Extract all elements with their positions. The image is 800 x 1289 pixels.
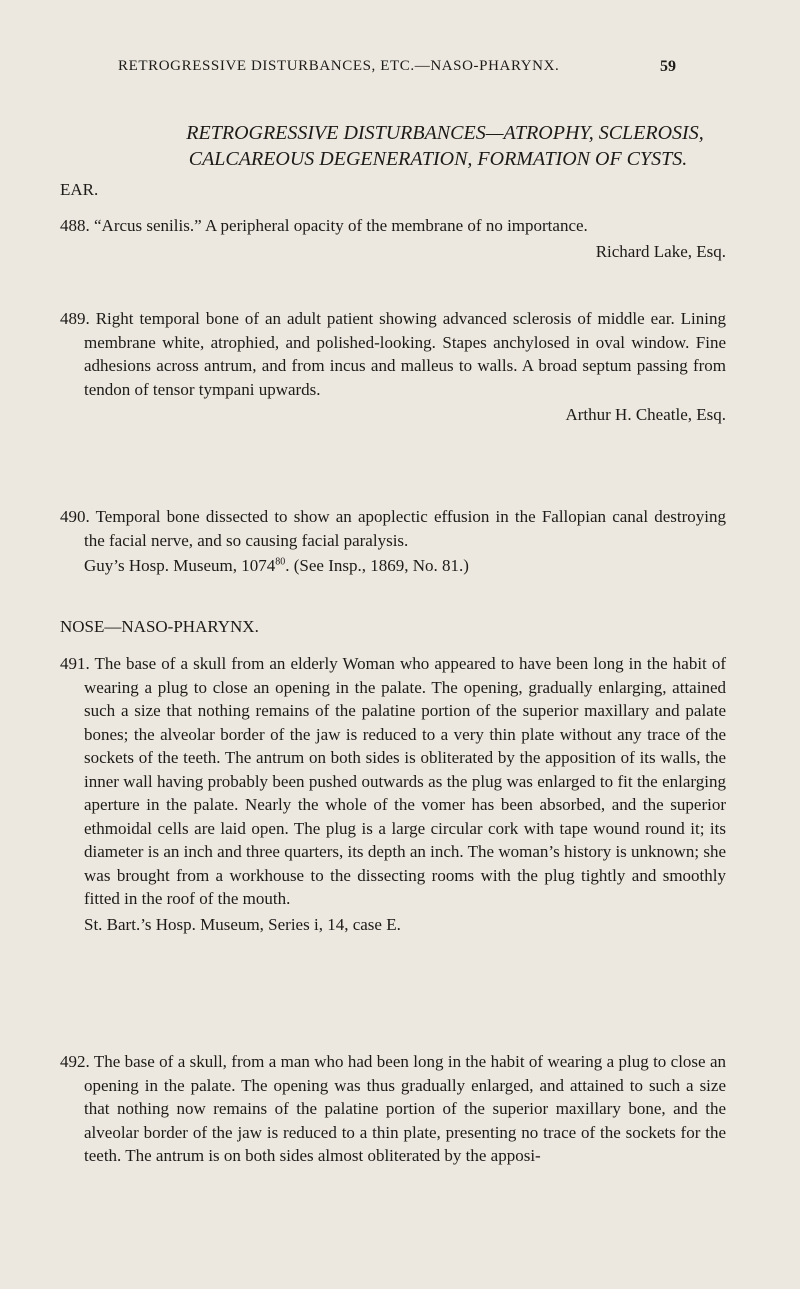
entry-description: The base of a skull, from a man who had been long in the habit of wearing a plug to close an opening in the palate. The opening was thus gradually enlarged, and attained to such a size that nothing now remains of the palatine portion of the superior maxillary bone, and the alveolar border of the jaw is reduced to a thin plate, presenting no trace of the sockets for the teeth. The antrum is on both sides almost obliterated by the apposi- xyxy=(84,1052,726,1165)
entry-text xyxy=(60,505,726,552)
entry-text xyxy=(60,307,726,401)
entry-491 xyxy=(60,652,726,936)
entry-source: Richard Lake, Esq. xyxy=(595,241,726,261)
entry-source xyxy=(84,554,726,578)
source-text: Guy’s Hosp. Museum, 1074 xyxy=(84,556,276,575)
entry-492 xyxy=(60,1050,726,1168)
entry-description: “Arcus senilis.” A peripheral opacity of the membrane of no importance. xyxy=(94,216,588,235)
entry-description: The base of a skull from an elderly Woman who appeared to have been long in the habit of wearing a plug to close an opening in the palate. The opening, gradually enlarging, attained such a size that nothing remains of the palatine portion of the superior maxillary and palate bones; the alveolar border of the jaw is reduced to a very thin plate without any trace of the sockets of the teeth. The antrum on both sides is obliterated by the apposition of its walls, the inner wall having probably been pushed outwards as the plug was enlarged to fit the enlarging aperture in the palate. Nearly the whole of the vomer has been absorbed, and the superior ethmoidal cells are laid open. The plug is a large circular cork with tape wound round it; its diameter is an inch and three quarters, its depth an inch. The woman’s history is unknown; she was brought from a workhouse to the dissecting rooms with the plug tightly and smoothly fitted in the roof of the mouth. xyxy=(84,654,726,908)
entry-text xyxy=(60,652,726,911)
chapter-heading xyxy=(118,120,758,172)
entry-source: Arthur H. Cheatle, Esq. xyxy=(565,405,726,424)
heading-line-1: RETROGRESSIVE DISTURBANCES—ATROPHY, SCLEROSIS, xyxy=(186,122,704,144)
source-reference: . (See Insp., 1869, No. 81.) xyxy=(285,556,469,575)
entry-number: 490. xyxy=(60,507,90,526)
entry-description: Right temporal bone of an adult patient showing advanced sclerosis of middle ear. Lining membrane white, atrophied, and polished-looking. Stapes anchylosed in oval window. Fine adhesions across antrum, and from incus and malleus to walls. A broad septum passing from tendon of tensor tympani upwards. xyxy=(84,309,727,399)
entry-text xyxy=(60,1050,726,1168)
running-title: RETROGRESSIVE DISTURBANCES, ETC.—NASO-PHARYNX. xyxy=(118,58,560,74)
entry-489 xyxy=(60,307,726,427)
entry-number: 491. xyxy=(60,654,90,673)
section-ear: EAR. xyxy=(60,180,99,199)
entry-number: 488. xyxy=(60,216,90,235)
entry-490 xyxy=(60,505,726,578)
section-nose: NOSE—NASO-PHARYNX. xyxy=(60,617,259,636)
entry-description: Temporal bone dissected to show an apoplectic effusion in the Fallopian canal destroying the facial nerve, and so causing facial paralysis. xyxy=(84,507,726,550)
source-superscript: 80 xyxy=(275,556,286,568)
heading-line-2: CALCAREOUS DEGENERATION, FORMATION OF CYSTS. xyxy=(188,148,688,170)
page-number: 59 xyxy=(660,58,676,75)
entry-488 xyxy=(60,214,726,263)
entry-text xyxy=(60,214,726,238)
entry-number: 492. xyxy=(60,1052,90,1071)
entry-number: 489. xyxy=(60,309,90,328)
entry-source: St. Bart.’s Hosp. Museum, Series i, 14, case E. xyxy=(84,914,401,934)
running-header xyxy=(0,58,800,82)
